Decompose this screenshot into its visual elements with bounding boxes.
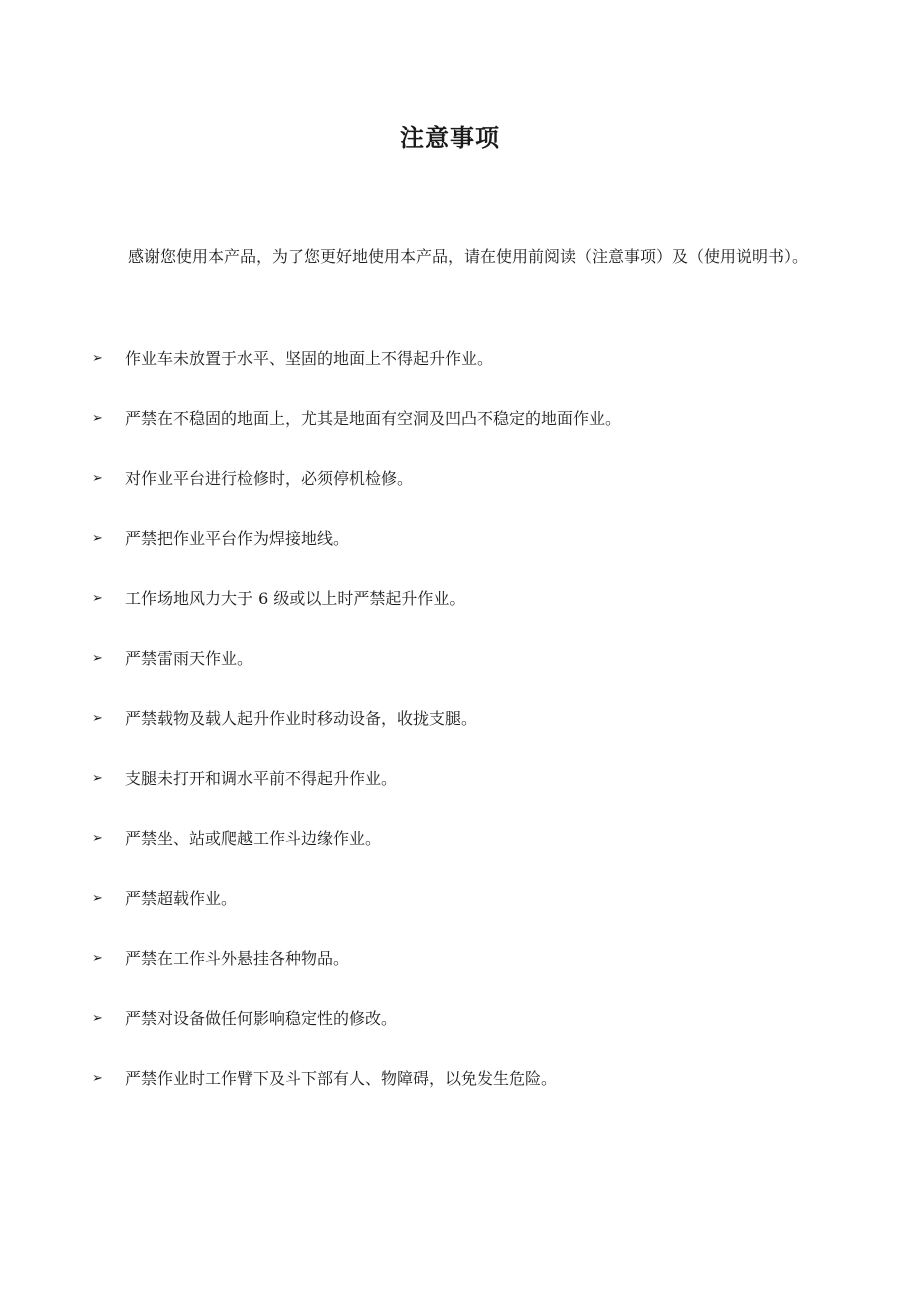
arrow-bullet-icon: ➢ [92,471,103,486]
list-item-text: 严禁载物及载人起升作业时移动设备，收拢支腿。 [125,709,478,728]
list-item-text: 对作业平台进行检修时，必须停机检修。 [125,469,414,488]
arrow-bullet-icon: ➢ [92,951,103,966]
list-item-text: 严禁雷雨天作业。 [125,649,254,668]
list-item [92,824,832,884]
list-item-text: 严禁对设备做任何影响稳定性的修改。 [125,1009,398,1028]
list-item [92,944,832,1004]
arrow-bullet-icon: ➢ [92,531,103,546]
list-item [92,884,832,944]
list-item-text: 严禁作业时工作臂下及斗下部有人、物障碍，以免发生危险。 [125,1069,558,1088]
page-title: 注意事项 [400,124,500,152]
arrow-bullet-icon: ➢ [92,591,103,606]
list-item [92,344,832,404]
arrow-bullet-icon: ➢ [92,771,103,786]
list-item [92,1064,832,1124]
arrow-bullet-icon: ➢ [92,1011,103,1026]
list-item-text: 严禁把作业平台作为焊接地线。 [125,529,350,548]
arrow-bullet-icon: ➢ [92,1071,103,1086]
list-item-text: 严禁超载作业。 [125,889,238,908]
list-item [92,464,832,524]
list-item-text: 工作场地风力大于 6 级或以上时严禁起升作业。 [125,589,466,608]
list-item [92,524,832,584]
list-item [92,764,832,824]
arrow-bullet-icon: ➢ [92,651,103,666]
arrow-bullet-icon: ➢ [92,411,103,426]
list-item-text: 严禁在不稳固的地面上，尤其是地面有空洞及凹凸不稳定的地面作业。 [125,409,622,428]
list-item [92,584,832,644]
precautions-list [92,344,832,1124]
list-item-text: 作业车未放置于水平、坚固的地面上不得起升作业。 [125,349,494,368]
list-item [92,644,832,704]
list-item [92,704,832,764]
list-item [92,1004,832,1064]
list-item [92,404,832,464]
arrow-bullet-icon: ➢ [92,891,103,906]
arrow-bullet-icon: ➢ [92,351,103,366]
list-item-text: 严禁坐、站或爬越工作斗边缘作业。 [125,829,382,848]
list-item-text: 支腿未打开和调水平前不得起升作业。 [125,769,398,788]
intro-paragraph: 感谢您使用本产品，为了您更好地使用本产品，请在使用前阅读（注意事项）及（使用说明书）。 [128,247,809,266]
arrow-bullet-icon: ➢ [92,711,103,726]
arrow-bullet-icon: ➢ [92,831,103,846]
list-item-text: 严禁在工作斗外悬挂各种物品。 [125,949,350,968]
